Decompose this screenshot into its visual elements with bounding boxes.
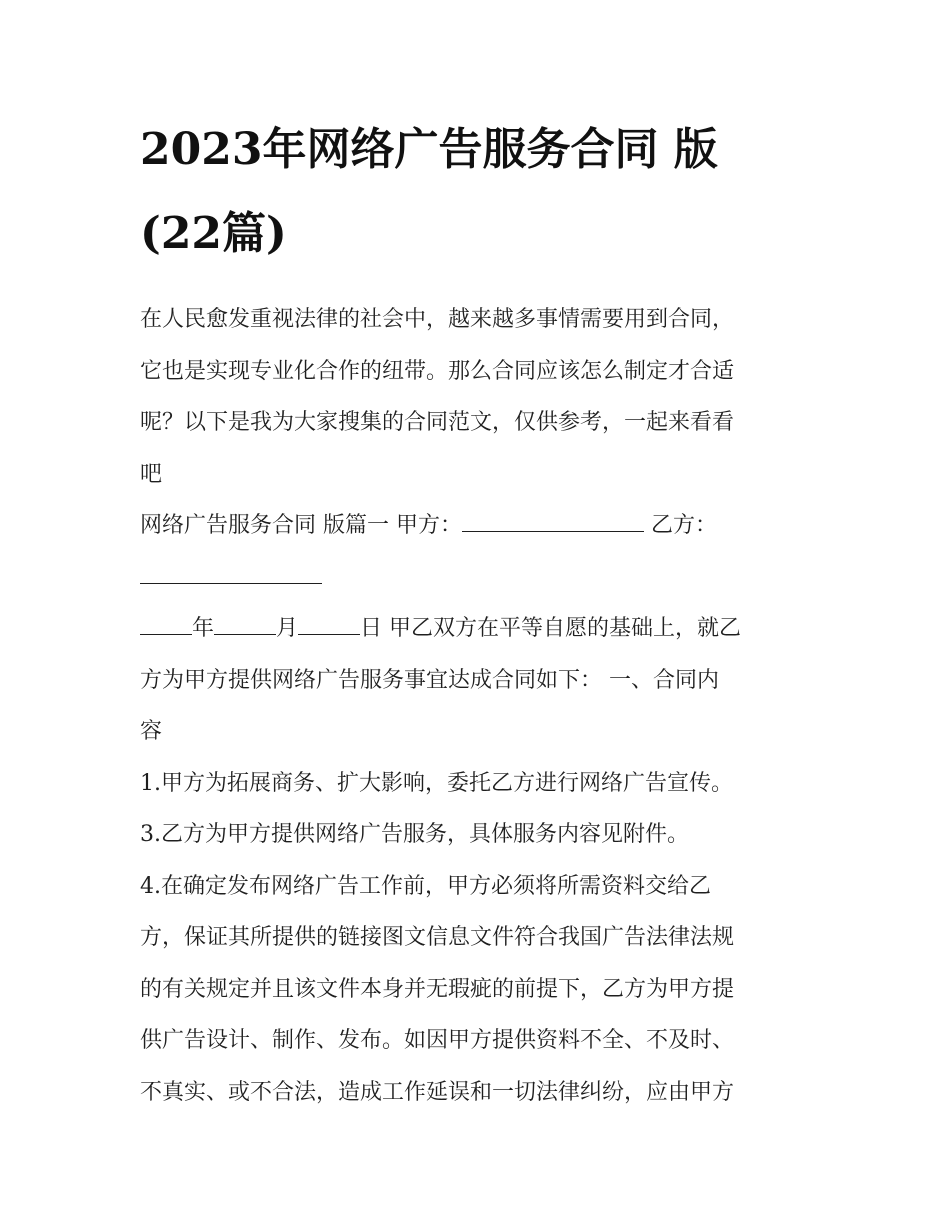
clause-line: 1.甲方为拓展商务、扩大影响，委托乙方进行网络广告宣传。 [140, 770, 733, 796]
intro-line: 在人民愈发重视法律的社会中，越来越多事情需要用到合同， [140, 307, 735, 332]
party-a-blank [462, 508, 644, 532]
clause-line: 3.乙方为甲方提供网络广告服务，具体服务内容见附件。 [140, 822, 689, 847]
agreement-paragraph [140, 603, 820, 758]
clause-line: 4.在确定发布网络广告工作前，甲方必须将所需资料交给乙 [140, 873, 711, 899]
clause-line: 供广告设计、制作、发布。如因甲方提供资料不全、不及时、 [140, 1028, 735, 1053]
title-line-2: (22篇) [140, 208, 287, 259]
party-b-blank [140, 559, 322, 583]
clause-line: 方，保证其所提供的链接图文信息文件符合我国广告法律法规 [140, 925, 735, 950]
party-b-label: 乙方： [644, 513, 717, 538]
intro-line: 吧 [140, 461, 163, 487]
document-page [140, 108, 820, 1118]
party-b-blank-line [140, 552, 820, 604]
clause-line: 方为甲方提供网络广告服务事宜达成合同如下： 一、合同内 [140, 667, 719, 693]
title-line-1: 2023年网络广告服务合同 版 [140, 124, 718, 175]
clause-line: 容 [140, 719, 163, 744]
day-and-intro-text: 日 甲乙双方在平等自愿的基础上，就乙 [360, 616, 742, 641]
clause-4 [140, 861, 820, 1119]
clause-3 [140, 809, 820, 861]
parties-paragraph [140, 500, 820, 603]
document-body [140, 294, 820, 1118]
year-label: 年 [192, 616, 215, 641]
intro-line: 它也是实现专业化合作的纽带。那么合同应该怎么制定才合适 [140, 358, 735, 384]
clause-line: 不真实、或不合法，造成工作延误和一切法律纠纷，应由甲方 [140, 1079, 735, 1105]
year-blank [140, 611, 192, 635]
intro-line: 呢？以下是我为大家搜集的合同范文，仅供参考，一起来看看 [140, 410, 735, 435]
month-blank [214, 611, 276, 635]
parties-prefix: 网络广告服务合同 版篇一 甲方： [140, 513, 462, 538]
month-label: 月 [276, 616, 299, 641]
intro-paragraph [140, 294, 820, 500]
clause-1 [140, 758, 820, 810]
clause-line: 的有关规定并且该文件本身并无瑕疵的前提下，乙方为甲方提 [140, 976, 735, 1002]
parties-line [140, 500, 820, 552]
day-blank [298, 611, 360, 635]
document-title [140, 108, 820, 276]
date-line [140, 603, 820, 655]
